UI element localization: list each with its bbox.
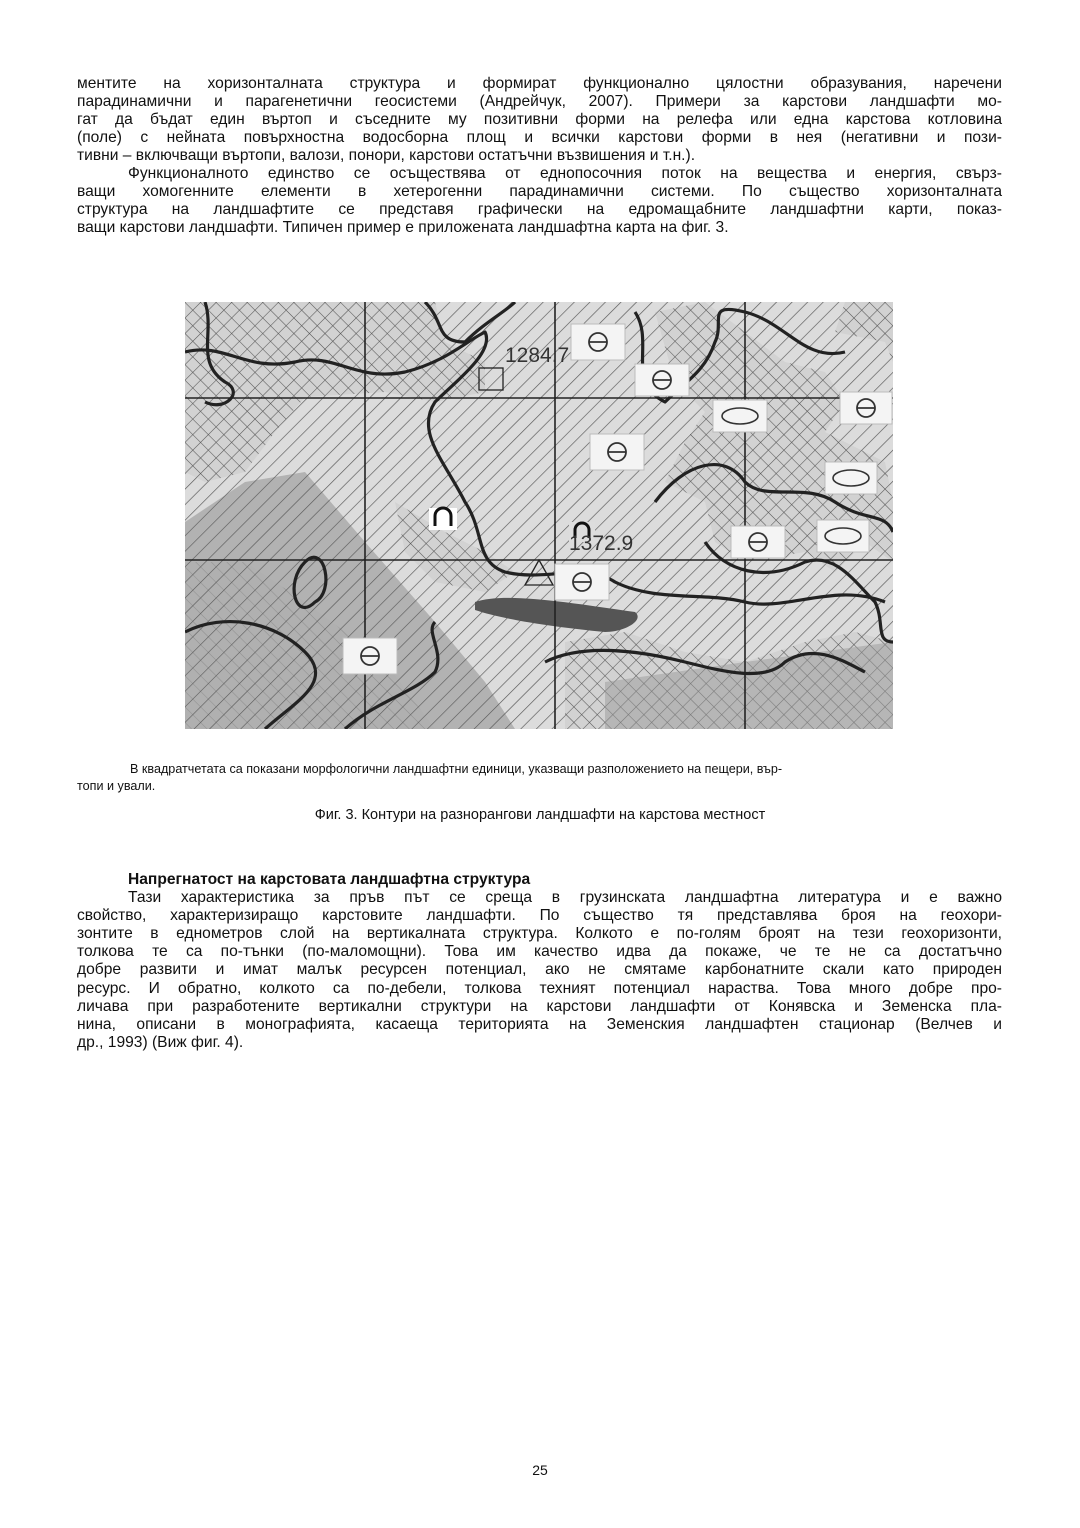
figure-caption: Фиг. 3. Контури на разнорангови ландшафти на карстова местност (314, 807, 766, 823)
text-line: (поле) с нейната повърхностна водосборна площ и всички карстови форми в нея (негативни и пози- (77, 129, 1002, 147)
text-line: др., 1993) (Виж фиг. 4). (77, 1033, 244, 1051)
text-line: тивни – включващи въртопи, валози, понори, карстови остатъчни възвишения и т.н.). (77, 147, 696, 165)
page-number: 25 (532, 1462, 548, 1478)
text-line: ресурс. И обратно, колкото са по-дебели, толкова техният потенциал нараства. Това много добре про- (77, 979, 1002, 997)
peak-elevation-label: 1372.9 (569, 532, 634, 555)
text-line: парадинамични и парагенетични геосистеми (Андрейчук, 2007). Примери за карстови ландшафти мо- (77, 93, 1002, 111)
text-line: ментите на хоризонталната структура и формират функционално цялостни образувания, наречени (77, 75, 1002, 92)
section-heading: Напрегнатост на карстовата ландшафтна структура (128, 871, 531, 888)
text-line: ващи хомогенните елементи в хетерогенни парадинамични системи. По същество хоризонталната (77, 183, 1002, 201)
peak-elevation-label: 1284.7 (505, 344, 570, 367)
text-line: гат да бъдат един въртоп и съседните му позитивни форми на релефа или една карстова котловина (77, 111, 1002, 129)
figure-note-line: топи и ували. (77, 779, 156, 793)
text-line: личава при разработените вертикални структури на карстови ландшафти от Конявска и Земенска пла- (77, 997, 1002, 1015)
text-line: нина, описани в монографията, касаеща територията на Земенския ландшафтен стационар (Велчев и (77, 1015, 1002, 1033)
text-line: Тази характеристика за пръв път се среща в грузинската ландшафтна литература и е важно (128, 889, 1002, 906)
text-line: Функционалното единство се осъществява от еднопосочния поток на вещества и енергия, свърз- (128, 165, 1002, 182)
text-line: свойство, характеризиращо карстовите ландшафти. По същество тя представлява броя на геохори- (77, 907, 1002, 925)
text-line: зонтите в еднометров слой на вертикалната структура. Колкото е по-голям броят на тези геохоризонти, (77, 925, 1002, 943)
figure-note-line: В квадратчетата са показани морфологични ландшафтни единици, указващи разположението на пещери, вър- (130, 762, 783, 776)
text-line: структура на ландшафтите се представя графически на едромащабните ландшафтни карти, показ- (77, 201, 1002, 219)
landscape-map-figure (185, 302, 893, 729)
text-line: добре развити и имат малък ресурсен потенциал, ако не смятаме карбонатните скали като природен (77, 961, 1002, 979)
text-line: ващи карстови ландшафти. Типичен пример е приложената ландшафтна карта на фиг. 3. (77, 219, 729, 237)
text-line: толкова те са по-тънки (по-маломощни). Това им качество идва да покаже, че те не са достатъчно (77, 943, 1002, 961)
